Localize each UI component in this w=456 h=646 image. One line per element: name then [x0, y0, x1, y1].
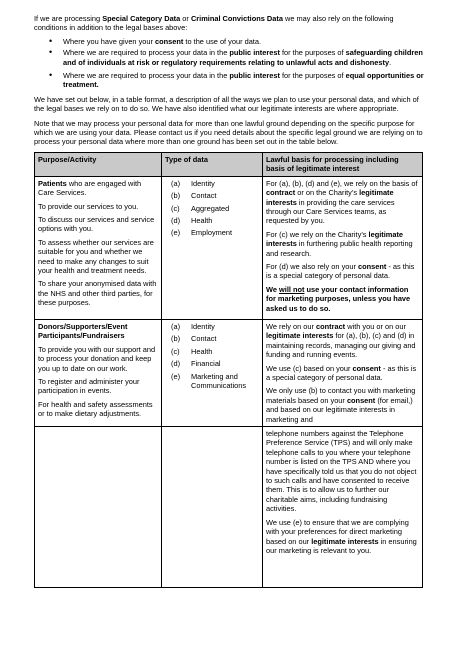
cell-text [266, 518, 419, 556]
text: We use (e) to ensure that we are complying with your preferences for direct marketing based on our [266, 517, 409, 546]
text: Where you have given your [63, 36, 156, 46]
cell-type [162, 319, 263, 426]
cell-text: To register and administer your participation in events. [38, 377, 140, 396]
cell-text [38, 179, 158, 198]
table-description-paragraph: We have set out below, in a table format, a description of all the ways we plan to use your personal data, and which of the legal bases we rely on to do so. We have also identified what our legitimate interests are where appropriate. [34, 94, 419, 114]
text: We [266, 284, 280, 294]
cell-purpose-empty [35, 427, 162, 588]
cell-text: telephone numbers against the Telephone Preference Service (TPS) and will only make telephone calls to you where your telephone number is listed on the TPS AND where you have specifically told us that you do not object to such calls and have consented to receive them. This is to allow us to further our charitable aims, including fundraising activities. [266, 429, 417, 514]
text: For (d) we also rely on your [266, 261, 359, 271]
text: for (a), (b), (c) and (d) in maintaining records, managing our giving and funding and running events. [266, 331, 416, 360]
data-type-item [171, 371, 259, 391]
intro-text: we may also rely on the following conditions in addition to the legal bases above: [34, 14, 394, 33]
bold-text: legitimate interests [311, 536, 379, 546]
text: For (a), (b), (d) and (e), we rely on the basis of [266, 178, 418, 188]
data-type-list [165, 179, 259, 238]
lawful-ground-note-paragraph: Note that we may process your personal data for more than one lawful ground depending on the specific purpose for which we are using your data. Please contact us if you need details about the specific legal ground we are relying on to process your personal data where more than one ground has been set out in the table below. [34, 118, 423, 147]
item-value: Employment [191, 228, 233, 238]
text: For (c) we rely on the Charity’s [266, 229, 369, 239]
condition-item [63, 71, 424, 90]
cell-basis [263, 176, 423, 319]
cell-text: For health and safety assessments or to make dietary adjustments. [38, 399, 153, 419]
bold-text: legitimate interests [266, 229, 404, 249]
text: in ensuring our marketing is relevant to you. [266, 536, 417, 555]
text: . [389, 57, 392, 67]
data-type-list [165, 322, 259, 390]
header-purpose: Purpose/Activity [35, 152, 162, 176]
bold-text: safeguarding children and of individuals at risk or regulatory requirements relating to unlawful acts and dishonesty [63, 48, 423, 67]
header-type: Type of data [162, 152, 263, 176]
item-label: (d) [171, 359, 181, 369]
text: use your contact information for marketing purposes, unless you have asked us to do so. [266, 284, 411, 313]
text: We rely on our [266, 321, 316, 331]
cell-type-empty [162, 427, 263, 588]
cell-text: To share your anonymised data with the NHS and other third parties, for these purposes. [38, 279, 157, 308]
cell-text [266, 179, 419, 226]
cell-text [266, 262, 419, 281]
intro-text: or [180, 14, 191, 23]
data-type-item [171, 321, 259, 331]
bold-text: Donors/Supporters/Event Participants/Fundraisers [38, 321, 128, 341]
bold-text: contract [315, 321, 346, 331]
cell-text [266, 364, 419, 383]
intro-bold-special-category: Special Category Data [102, 14, 181, 23]
bold-text [266, 285, 410, 313]
data-type-item [171, 346, 259, 356]
data-type-item [171, 203, 259, 213]
header-basis: Lawful basis for processing including basis of legitimate interest [263, 152, 423, 176]
text: for the purposes of [279, 48, 346, 58]
intro-paragraph [34, 14, 424, 33]
item-label: (d) [171, 215, 181, 225]
cell-text [266, 386, 419, 424]
item-label: (c) [171, 203, 180, 213]
table-row-continued [35, 427, 423, 588]
cell-basis [263, 427, 423, 588]
cell-text: To assess whether our services are suitable for you and whether we need to make any changes to suit your health and treatment needs. [38, 237, 154, 275]
item-value: Health [191, 215, 213, 225]
bold-text: consent [346, 395, 376, 405]
cell-type [162, 176, 263, 319]
conditions-list [34, 37, 424, 90]
table-row-donors [35, 319, 423, 426]
bold-text: public interest [229, 71, 280, 81]
item-value: Health [191, 346, 213, 356]
item-value: Financial [191, 359, 221, 369]
text: (for email,) and based on our legitimate interests in marketing and [266, 395, 413, 424]
data-type-item [171, 178, 259, 188]
cell-purpose [35, 319, 162, 426]
bold-text: consent [358, 261, 387, 271]
cell-text: To discuss our services and service options with you. [38, 214, 155, 234]
cell-basis [263, 319, 423, 426]
item-value: Identity [191, 321, 215, 331]
condition-item [63, 48, 424, 67]
text: We only use (b) to contact you with marketing materials based on your [266, 386, 416, 405]
item-label: (a) [171, 321, 181, 331]
lawful-basis-table [34, 152, 423, 588]
item-value: Contact [191, 191, 217, 201]
text: who are engaged with Care Services. [38, 178, 142, 198]
text: with you or on our [345, 321, 406, 331]
item-value: Identity [191, 178, 215, 188]
cell-purpose [35, 176, 162, 319]
item-value: Contact [191, 334, 217, 344]
data-type-item [171, 228, 259, 238]
cell-text [38, 322, 158, 341]
bold-text: public interest [229, 48, 280, 58]
data-type-item [171, 359, 259, 369]
text: in furthering public health reporting and research. [266, 239, 413, 258]
condition-item [63, 37, 424, 46]
item-label: (e) [171, 371, 181, 381]
cell-text [266, 322, 419, 360]
item-label: (b) [171, 191, 181, 201]
item-value: Aggregated [191, 203, 230, 213]
text: - as this is a special category of personal data. [266, 261, 415, 281]
text: to the use of your data. [183, 36, 262, 46]
text: or on the Charity’s [295, 188, 360, 198]
text: Where we are required to process your data in the [63, 71, 230, 81]
intro-text: If we are processing [34, 14, 103, 23]
item-label: (b) [171, 334, 181, 344]
cell-text: To provide our services to you. [38, 201, 139, 211]
data-type-item [171, 334, 259, 344]
text: for the purposes of [279, 71, 346, 81]
item-label: (e) [171, 228, 181, 238]
bold-text: consent [155, 36, 184, 46]
text: in providing the care services through our Care Services teams, as requested by you. [266, 197, 395, 226]
item-label: (c) [171, 346, 180, 356]
bold-text: contract [266, 188, 296, 198]
bold-text: legitimate interests [266, 331, 334, 341]
bold-text: Patients [38, 178, 67, 188]
item-value: Marketing and Communications [191, 371, 247, 390]
bold-text: equal opportunities or treatment. [63, 71, 424, 90]
item-label: (a) [171, 178, 181, 188]
bold-text: consent [352, 363, 381, 373]
data-type-item [171, 191, 259, 201]
cell-text [266, 285, 419, 313]
cell-text: To provide you with our support and to process your donation and keep you up to date on our work. [38, 344, 156, 373]
text: We use (c) based on your [266, 363, 353, 373]
table-row-patients [35, 176, 423, 319]
document-page [34, 14, 424, 588]
text: Where we are required to process your data in the [63, 48, 230, 58]
table-header-row [35, 152, 423, 176]
bold-text: legitimate interests [266, 188, 394, 207]
intro-bold-criminal-convictions: Criminal Convictions Data [190, 14, 283, 23]
text: - as this is a special category of personal data. [266, 363, 417, 382]
cell-text [266, 230, 419, 258]
underlined-text: will not [279, 284, 305, 294]
data-type-item [171, 215, 259, 225]
